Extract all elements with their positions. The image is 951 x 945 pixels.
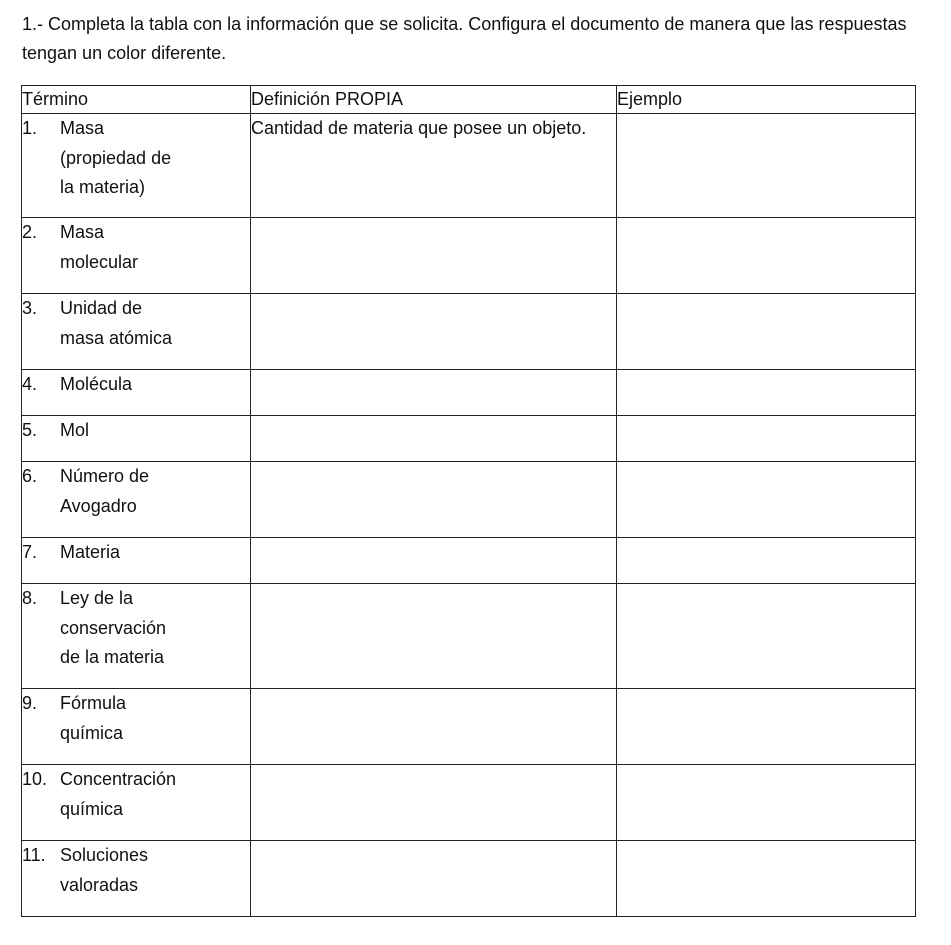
table-row <box>22 114 916 218</box>
term-cell <box>22 462 251 538</box>
table-row <box>22 584 916 689</box>
instruction-text: 1.- Completa la tabla con la información que se solicita. Configura el documento de manera que las respuestas tengan un color diferente. <box>22 14 907 63</box>
term-cell <box>22 294 251 370</box>
term-cell <box>22 218 251 294</box>
term-name: Masa (propiedad de la materia) <box>60 118 172 197</box>
definition-cell[interactable] <box>251 462 617 538</box>
definition-cell[interactable] <box>251 538 617 584</box>
term-number: 5. <box>22 420 38 440</box>
definition-cell[interactable] <box>251 370 617 416</box>
table-row <box>22 538 916 584</box>
table-row <box>22 416 916 462</box>
term-cell <box>22 416 251 462</box>
term-name: Ley de la conservación de la materia <box>60 588 167 667</box>
term-cell <box>22 538 251 584</box>
term-number: 2. <box>22 222 38 242</box>
definition-cell[interactable] <box>251 584 617 689</box>
term-cell <box>22 584 251 689</box>
term-number: 1. <box>22 118 38 138</box>
example-cell[interactable] <box>617 416 916 462</box>
example-cell[interactable] <box>617 584 916 689</box>
term-number: 9. <box>22 693 38 713</box>
table-row <box>22 462 916 538</box>
term-cell <box>22 114 251 218</box>
header-row <box>22 86 916 114</box>
example-cell[interactable] <box>617 462 916 538</box>
definition-cell[interactable] <box>251 841 617 917</box>
definition-cell[interactable] <box>251 294 617 370</box>
term-number: 4. <box>22 374 38 394</box>
definition-cell[interactable]: Cantidad de materia que posee un objeto. <box>251 114 617 218</box>
example-cell[interactable] <box>617 841 916 917</box>
term-name: Masa molecular <box>60 222 139 272</box>
term-cell <box>22 841 251 917</box>
term-number: 6. <box>22 466 38 486</box>
term-name: Número de Avogadro <box>60 466 150 516</box>
term-number: 8. <box>22 588 38 608</box>
term-number: 3. <box>22 298 38 318</box>
example-cell[interactable] <box>617 689 916 765</box>
term-name: Concentración química <box>60 769 177 819</box>
term-name: Mol <box>60 420 90 440</box>
definition-cell[interactable] <box>251 416 617 462</box>
example-cell[interactable] <box>617 114 916 218</box>
header-definition: Definición PROPIA <box>251 86 617 114</box>
term-number: 11. <box>22 845 46 865</box>
definition-cell[interactable] <box>251 765 617 841</box>
header-example: Ejemplo <box>617 86 916 114</box>
header-term: Término <box>22 86 251 114</box>
term-number: 7. <box>22 542 38 562</box>
example-cell[interactable] <box>617 370 916 416</box>
term-name: Fórmula química <box>60 693 127 743</box>
example-cell[interactable] <box>617 538 916 584</box>
example-cell[interactable] <box>617 294 916 370</box>
term-number: 10. <box>22 769 48 789</box>
term-cell <box>22 370 251 416</box>
term-name: Molécula <box>60 374 133 394</box>
definition-cell[interactable] <box>251 218 617 294</box>
table-row <box>22 765 916 841</box>
definition-cell[interactable] <box>251 689 617 765</box>
table-row <box>22 218 916 294</box>
table-row <box>22 841 916 917</box>
term-name: Soluciones valoradas <box>60 845 149 895</box>
example-cell[interactable] <box>617 218 916 294</box>
table-row <box>22 370 916 416</box>
term-name: Materia <box>60 542 121 562</box>
term-name: Unidad de masa atómica <box>60 298 173 348</box>
example-cell[interactable] <box>617 765 916 841</box>
term-cell <box>22 689 251 765</box>
term-cell <box>22 765 251 841</box>
table-row <box>22 294 916 370</box>
terms-table <box>21 85 916 917</box>
table-row <box>22 689 916 765</box>
